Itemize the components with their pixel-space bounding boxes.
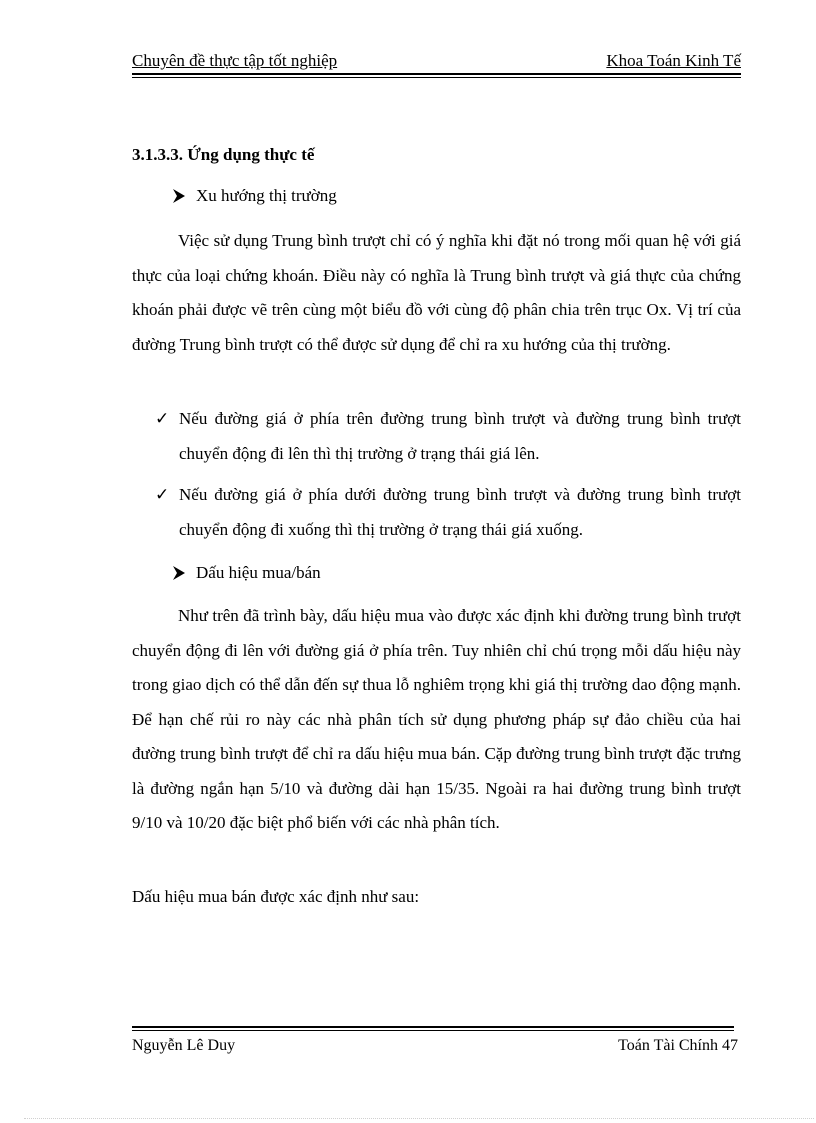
check-text: Nếu đường giá ở phía dưới đường trung bình trượt và đường trung bình trượt chuyển động đi xuống thì thị trường ở trạng thái giá xuống.	[179, 485, 741, 539]
page-bottom-border	[24, 1118, 814, 1119]
header-left: Chuyên đề thực tập tốt nghiệp	[132, 51, 338, 70]
check-item-down	[155, 478, 741, 547]
arrow-bullet-icon	[172, 188, 186, 204]
section-title: 3.1.3.3. Ứng dụng thực tế	[132, 145, 315, 164]
bullet-item-signal	[172, 561, 321, 585]
footer-rule-thin	[132, 1030, 734, 1031]
check-icon: ✓	[155, 409, 170, 428]
header-rule-thin	[132, 77, 741, 78]
footer-left: Nguyễn Lê Duy	[132, 1037, 236, 1054]
page-header	[132, 50, 741, 72]
bullet-item-trend	[172, 184, 337, 208]
paragraph-signal: Như trên đã trình bày, dấu hiệu mua vào được xác định khi đường trung bình trượt chuyển động đi lên với đường giá ở phía trên. Tuy nhiên chỉ chú trọng mỗi dấu hiệu này trong giao dịch có thể dẫn đến sự thua lỗ nghiêm trọng khi giá thị trường dao động mạnh. Để hạn chế rủi ro này các nhà phân tích sử dụng phương pháp sự đảo chiều của hai đường trung bình trượt để chỉ ra dấu hiệu mua bán. Cặp đường trung bình trượt đặc trưng là đường ngắn hạn 5/10 và đường dài hạn 15/35. Ngoài ra hai đường trung bình trượt 9/10 và 10/20 đặc biệt phổ biến với các nhà phân tích.	[132, 606, 741, 832]
header-right: Khoa Toán Kinh Tế	[606, 51, 741, 70]
bullet-label: Xu hướng thị trường	[196, 186, 337, 205]
page-footer	[132, 1036, 738, 1056]
paragraph-trend: Việc sử dụng Trung bình trượt chỉ có ý nghĩa khi đặt nó trong mối quan hệ với giá thực của loại chứng khoán. Điều này có nghĩa là Trung bình trượt và giá thực của chứng khoán phải được vẽ trên cùng một biểu đồ với cùng độ phân chia trên trục Ox. Vị trí của đường Trung bình trượt có thể được sử dụng để chỉ ra xu hướng của thị trường.	[132, 231, 741, 354]
closing-line: Dấu hiệu mua bán được xác định như sau:	[132, 887, 420, 906]
header-rule	[132, 73, 741, 75]
footer-rule	[132, 1026, 734, 1028]
footer-right: Toán Tài Chính 47	[618, 1037, 738, 1054]
check-item-up	[155, 402, 741, 471]
check-text: Nếu đường giá ở phía trên đường trung bình trượt và đường trung bình trượt chuyển động đi lên thì thị trường ở trạng thái giá lên.	[179, 409, 741, 463]
check-icon: ✓	[155, 485, 170, 504]
bullet-label: Dấu hiệu mua/bán	[196, 563, 321, 582]
arrow-bullet-icon	[172, 565, 186, 581]
